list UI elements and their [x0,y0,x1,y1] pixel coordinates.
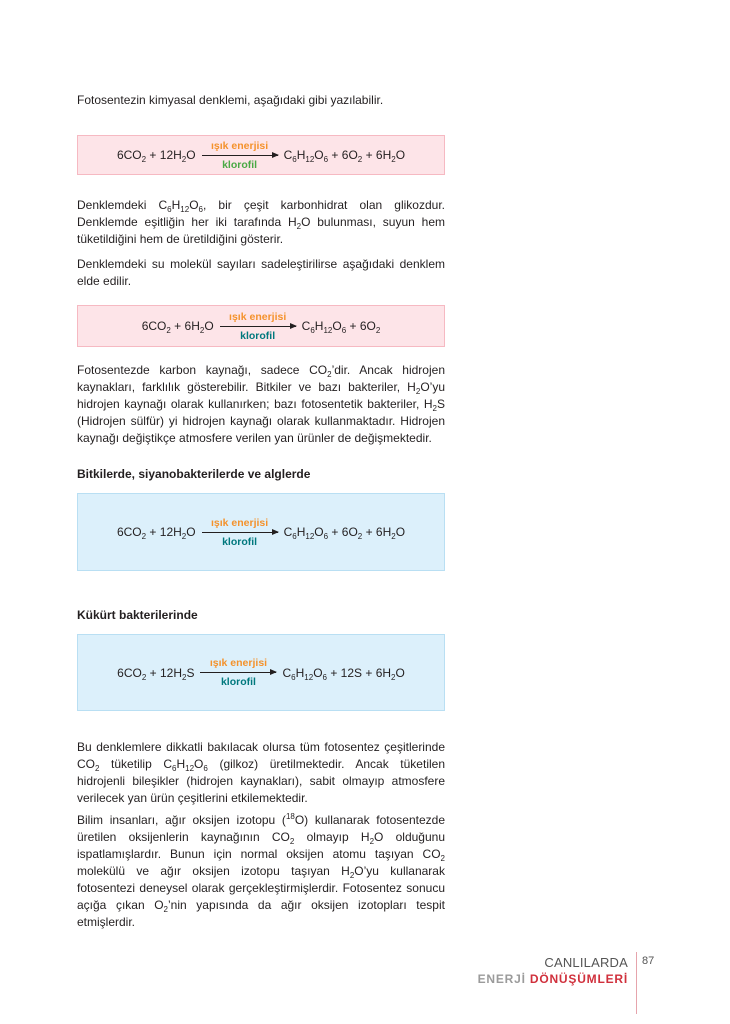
equation-1-left: $6CO_2 + 12H_2O$ [116,148,196,164]
subscript: 6 [310,326,315,335]
page-number: 87 [642,955,655,967]
subscript: 2 [327,370,332,379]
paragraph-isotope: Bilim insanları, ağır oksijen izotopu ($^{18}$O) kullanarak fotosentezde üretilen oksijenlerin kaynağının $CO_2$ olmayıp $H_2O$ olduğunu ispatlamışlardır. Bunun için normal oksijen atomu taşıyan $CO_2$ molekülü ve ağır oksijen izotopu taşıyan $H_2O’yu$ kullanarak fotosentezi deneysel olarak gerçekleştirmişlerdir. Fotosentez sonucu açığa çıkan $O_2’nin$ yapısında da ağır oksijen izotopları tespit etmişlerdir. [77,812,445,929]
subscript: 6 [172,764,177,773]
light-energy-label: ışık enerjisi [210,516,269,529]
subscript: 2 [163,905,168,914]
paragraph-glucose: Denklemdeki $C_6H_{12}O_6$, bir çeşit karbonhidrat olan glikozdur. Denklemde eşitliğin her iki tarafında $H_2O$ bulunması, suyun hem tüketildiğini hem de üretildiğini gösterir. [77,198,445,246]
footer-subtitle-part-a: ENERJİ [477,972,526,986]
subscript: 6 [292,532,297,541]
reaction-arrow [200,657,276,688]
equation-1 [78,136,444,174]
equation-3-right: $C_6H_{12}O_6 + 6O_2 + 6H_2O$ [283,525,406,541]
light-energy-label: ışık enerjisi [210,139,269,152]
equation-box-3 [77,493,445,571]
chlorophyll-label: klorofil [222,535,258,548]
chlorophyll-label: klorofil [222,158,258,171]
equation-3 [78,494,444,570]
subscript: 2 [95,764,100,773]
equation-box-1 [77,135,445,175]
reaction-arrow [202,139,278,171]
chlorophyll-label: klorofil [220,676,256,688]
subscript: 2 [141,155,147,164]
equation-2-right: $C_6H_{12}O_6 + 6O_2$ [301,319,381,335]
subscript: 2 [141,672,147,682]
equation-1-right: $C_6H_{12}O_6 + 6O_2 + 6H_2O$ [283,148,406,164]
subscript: 12 [305,155,315,164]
subscript: 2 [181,532,187,541]
subscript: 2 [289,837,295,846]
paragraph-conclusion: Bu denklemlere dikkatli bakılacak olursa tüm fotosentez çeşitlerinde $CO_2$ tüketilip $C_6H_{12}O_6$ (gilkoz) üretilmektedir. Ancak tüketilen hidrojenli bileşikler (hidrojen kaynakları), sabit olmayıp atmosfere verilecek yan ürün çeşitlerini etkilemektedir. [77,740,445,805]
equation-2-left: $6CO_2 + 6H_2O$ [141,319,214,335]
subscript: 2 [432,404,437,413]
footer-subtitle-part-b: DÖNÜŞÜMLERİ [525,972,628,986]
light-energy-label: ışık enerjisi [209,657,268,669]
subscript: 2 [296,222,302,231]
subscript: 2 [141,532,147,541]
subscript: 2 [415,387,421,396]
subscript: 12 [323,326,333,335]
intro-text: Fotosentezin kimyasal denklemi, aşağıdaki gibi yazılabilir. [77,93,384,107]
equation-4-left: $6CO_2 + 12H_2S$ [117,665,195,682]
subscript: 12 [185,764,195,773]
footer-divider [636,952,637,1014]
heading-sulfur-bacteria: Kükürt bakterilerinde [77,608,198,622]
reaction-arrow [220,310,296,342]
paragraph-simplify: Denklemdeki su molekül sayıları sadeleştirilirse aşağıdaki denklem elde edilir. [77,257,445,288]
equation-4-right: $C_6H_{12}O_6 + 12S + 6H_2O$ [282,665,405,682]
subscript: 12 [305,532,315,541]
equation-3-left: $6CO_2 + 12H_2O$ [116,525,196,541]
light-energy-label: ışık enerjisi [229,310,287,323]
subscript: 2 [166,326,171,335]
reaction-arrow [202,516,278,548]
subscript: 2 [182,672,187,682]
equation-4 [78,635,444,710]
subscript: 2 [391,672,396,682]
heading-plants: Bitkilerde, siyanobakterilerde ve alglerde [77,467,311,481]
superscript: 18 [285,812,295,821]
subscript: 2 [349,871,355,880]
subscript: 12 [180,205,190,214]
subscript: 2 [440,854,445,863]
footer-title: CANLILARDA [544,955,628,970]
subscript: 6 [203,764,208,773]
subscript: 2 [181,155,187,164]
subscript: 2 [391,155,396,164]
equation-2 [78,306,444,346]
subscript: 2 [357,155,363,164]
footer-subtitle [478,972,628,986]
subscript: 2 [391,532,396,541]
subscript: 6 [323,155,329,164]
subscript: 12 [304,672,314,682]
subscript: 2 [375,326,381,335]
chlorophyll-label: klorofil [240,329,276,342]
equation-box-2 [77,305,445,347]
subscript: 6 [167,205,172,214]
subscript: 6 [291,672,296,682]
subscript: 2 [199,326,205,335]
subscript: 6 [322,672,327,682]
subscript: 6 [198,205,203,214]
subscript: 2 [369,837,375,846]
paragraph-hydrogen-sources: Fotosentezde karbon kaynağı, sadece $CO_2’dir$. Ancak hidrojen kaynakları, farklılık gösterebilir. Bitkiler ve bazı bakteriler, $H_2O’yu$ hidrojen kaynağı olarak kullanırken; bazı fotosentetik bakteriler, $H_2S$ (Hidrojen sülfür) yi hidrojen kaynağı olarak kullanmaktadır. Hidrojen kaynağı değiştikçe atmosfere verilen yan ürünler de değişmektedir. [77,363,445,445]
subscript: 6 [323,532,329,541]
equation-box-4 [77,634,445,711]
subscript: 2 [357,532,363,541]
subscript: 6 [292,155,297,164]
subscript: 6 [341,326,347,335]
